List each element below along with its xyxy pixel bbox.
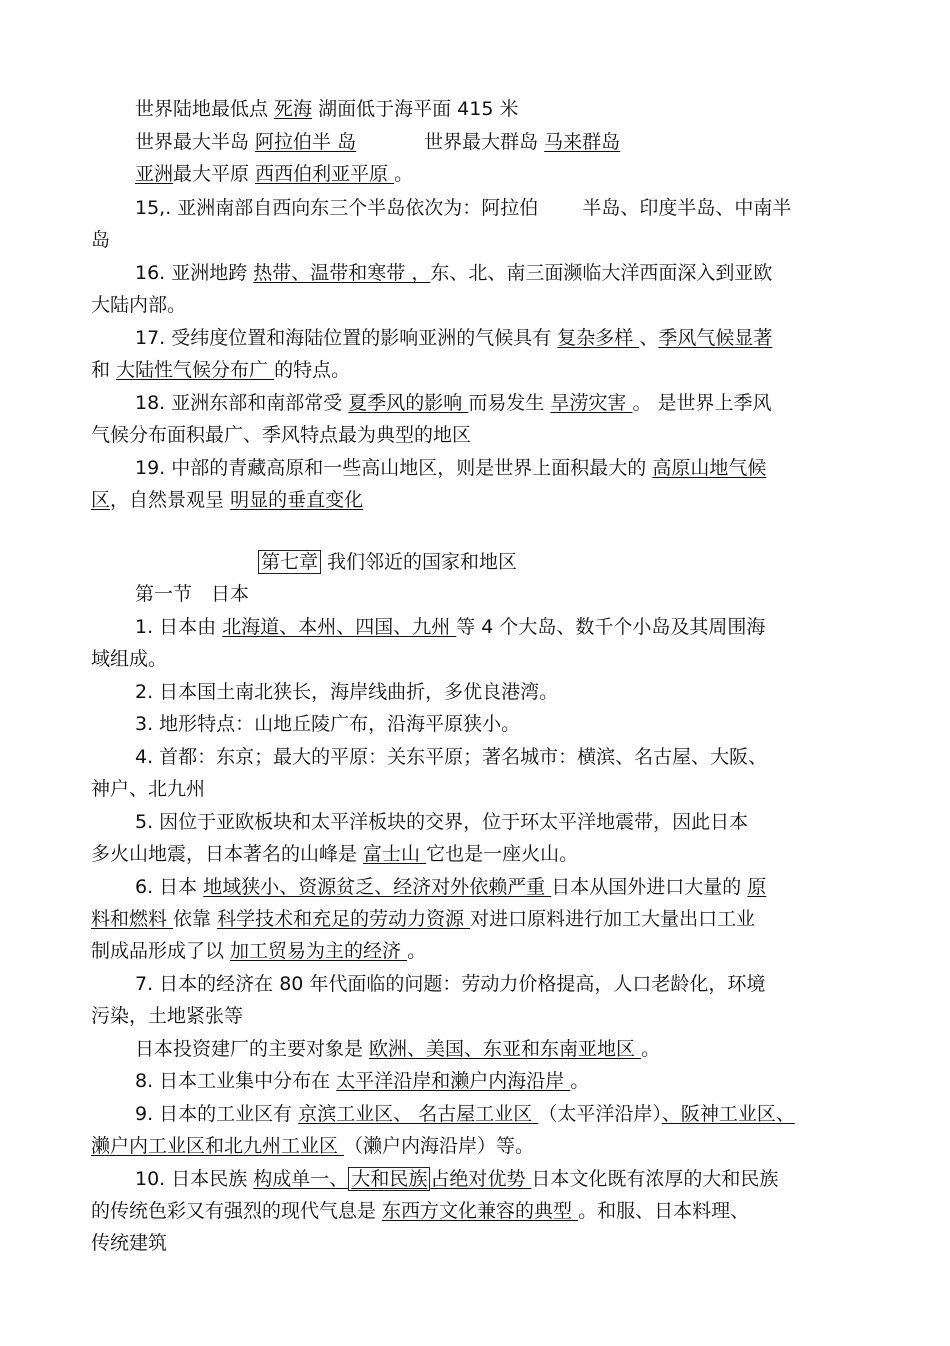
answer-setouchi-kitakyushu: 濑户内工业区和北九州工业区 bbox=[91, 1135, 345, 1157]
line-item-16-cont: 大陆内部。 bbox=[91, 294, 187, 316]
text-asia: 亚洲 bbox=[135, 163, 174, 185]
text: 16. 亚洲地跨 bbox=[135, 262, 254, 284]
answer-mount-fuji: 富士山 bbox=[363, 843, 427, 865]
text: 。和服、日本料理、 bbox=[578, 1200, 750, 1222]
answer-highland-climate: 高原山地气候 bbox=[652, 457, 767, 479]
chapter-number-box: 第七章 bbox=[258, 550, 321, 574]
line-japan-9-cont bbox=[91, 1134, 871, 1158]
line-item-19-cont bbox=[91, 488, 871, 512]
line-item-17 bbox=[135, 326, 915, 350]
text: 世界最大群岛 bbox=[424, 131, 545, 153]
text: ，自然景观呈 bbox=[110, 489, 231, 511]
text: 而易发生 bbox=[468, 392, 551, 414]
line-japan-5-cont bbox=[91, 842, 871, 866]
text: 。 是世界上季风 bbox=[632, 392, 772, 414]
text: 415 米 bbox=[457, 98, 519, 120]
line-item-18 bbox=[135, 391, 915, 415]
answer-keihin-nagoya: 京滨工业区、 名古屋工业区 bbox=[298, 1103, 539, 1125]
line-japan-7-invest bbox=[135, 1037, 915, 1061]
chapter-heading bbox=[258, 550, 950, 574]
answer-hanshin: 、阪神工业区、 bbox=[661, 1103, 795, 1125]
text: 8. 日本工业集中分布在 bbox=[135, 1070, 337, 1092]
line-japan-10-cont bbox=[91, 1199, 871, 1223]
line-item-18-cont: 气候分布面积最广、季风特点最为典型的地区 bbox=[91, 424, 472, 446]
line-item-15: 15,. 亚洲南部自西向东三个半岛依次为：阿拉伯 半岛、印度半岛、中南半 bbox=[135, 197, 792, 219]
answer-absolute-majority: 占绝对优势 bbox=[430, 1168, 532, 1190]
text: 制成品形成了以 bbox=[91, 940, 231, 962]
answer-raw-materials: 原 bbox=[747, 876, 767, 898]
text: 东、北、南三面濒临大洋西面深入到亚欧 bbox=[430, 262, 773, 284]
text: 日本从国外进口大量的 bbox=[551, 876, 748, 898]
answer-summer-monsoon: 夏季风的影响 bbox=[348, 392, 469, 414]
text: 最大平原 bbox=[173, 163, 256, 185]
answer-processing-trade: 加工贸易为主的经济 bbox=[230, 940, 408, 962]
line-item-17-cont bbox=[91, 358, 871, 382]
text: 1. 日本由 bbox=[135, 616, 223, 638]
line-item-19 bbox=[135, 456, 915, 480]
answer-arabian-peninsula: 阿拉伯半 岛 bbox=[255, 131, 357, 153]
text: 世界最大半岛 bbox=[135, 131, 256, 153]
line-largest-peninsula bbox=[135, 130, 915, 154]
line-japan-7-cont: 污染，土地紧张等 bbox=[91, 1005, 244, 1027]
line-japan-1 bbox=[135, 615, 915, 639]
line-japan-10-cont2: 传统建筑 bbox=[91, 1232, 168, 1254]
line-japan-5: 5. 因位于亚欧板块和太平洋板块的交界，位于环太平洋地震带，因此日本 bbox=[135, 811, 749, 833]
line-lowest-point bbox=[135, 97, 915, 121]
text: 和 bbox=[91, 359, 117, 381]
text: 。 bbox=[641, 1038, 661, 1060]
text: 世界陆地最低点 bbox=[135, 98, 275, 120]
line-japan-3: 3. 地形特点：山地丘陵广布，沿海平原狭小。 bbox=[135, 713, 521, 735]
answer-west-siberian-plain: 西西伯利亚平原 bbox=[255, 163, 395, 185]
answer-highland-climate-end: 区 bbox=[91, 489, 111, 511]
line-japan-6-cont bbox=[91, 907, 871, 931]
line-japan-8 bbox=[135, 1069, 915, 1093]
answer-industry-location: 太平洋沿岸和濑户内海沿岸 bbox=[336, 1070, 571, 1092]
text: 6. 日本 bbox=[135, 876, 204, 898]
answer-single-ethnic: 构成单一、 bbox=[253, 1168, 349, 1190]
text: 的特点。 bbox=[274, 359, 351, 381]
text: 19. 中部的青藏高原和一些高山地区，则是世界上面积最大的 bbox=[135, 457, 653, 479]
line-japan-7: 7. 日本的经济在 80 年代面临的问题：劳动力价格提高，人口老龄化，环境 bbox=[135, 973, 766, 995]
line-japan-1-cont: 域组成。 bbox=[91, 648, 168, 670]
answer-vertical-variation: 明显的垂直变化 bbox=[230, 489, 364, 511]
text: 9. 日本的工业区有 bbox=[135, 1103, 299, 1125]
line-japan-4: 4. 首都：东京；最大的平原：关东平原；著名城市：横滨、名古屋、大阪、 bbox=[135, 746, 768, 768]
answer-drought-flood: 旱涝灾害 bbox=[550, 392, 633, 414]
text: （太平洋沿岸） bbox=[538, 1103, 662, 1125]
text: 湖面低于海平面 bbox=[312, 98, 458, 120]
line-japan-10 bbox=[135, 1167, 915, 1191]
line-japan-9 bbox=[135, 1102, 915, 1126]
answer-continental-climate: 大陆性气候分布广 bbox=[116, 359, 275, 381]
answer-east-west-culture: 东西方文化兼容的典型 bbox=[382, 1200, 579, 1222]
text: 。 bbox=[570, 1070, 590, 1092]
line-largest-plain bbox=[135, 162, 915, 186]
answer-malay-archipelago: 马来群岛 bbox=[544, 131, 621, 153]
text: 等 4 个大岛、数千个小岛及其周围海 bbox=[456, 616, 766, 638]
line-japan-6 bbox=[135, 875, 915, 899]
line-item-15-cont: 岛 bbox=[91, 229, 111, 251]
line-japan-6-cont2 bbox=[91, 939, 871, 963]
text: 它也是一座火山。 bbox=[426, 843, 579, 865]
answer-dead-sea: 死海 bbox=[274, 98, 313, 120]
text: 依靠 bbox=[173, 908, 218, 930]
text: 10. 日本民族 bbox=[135, 1168, 254, 1190]
line-japan-2: 2. 日本国土南北狭长，海岸线曲折，多优良港湾。 bbox=[135, 681, 559, 703]
text: 。 bbox=[394, 163, 414, 185]
text: 日本投资建厂的主要对象是 bbox=[135, 1038, 370, 1060]
text: 18. 亚洲东部和南部常受 bbox=[135, 392, 349, 414]
answer-yamato-boxed: 大和民族 bbox=[348, 1167, 430, 1191]
answer-climate-zones: 热带、温带和寒带 ， bbox=[253, 262, 431, 284]
answer-monsoon-climate: 季风气候显著 bbox=[658, 327, 773, 349]
line-item-16 bbox=[135, 261, 915, 285]
answer-complex-diverse: 复杂多样 bbox=[557, 327, 640, 349]
chapter-title: 我们邻近的国家和地区 bbox=[321, 551, 518, 573]
text: （濑户内海沿岸）等。 bbox=[344, 1135, 535, 1157]
text: 、 bbox=[639, 327, 659, 349]
answer-raw-materials-end: 料和燃料 bbox=[91, 908, 174, 930]
text: 多火山地震，日本著名的山峰是 bbox=[91, 843, 364, 865]
answer-technology-labor: 科学技术和充足的劳动力资源 bbox=[217, 908, 471, 930]
answer-four-islands: 北海道、本州、四国、九州 bbox=[222, 616, 457, 638]
section-title: 第一节 日本 bbox=[135, 583, 250, 605]
answer-resource-poor: 地域狭小、资源贫乏、经济对外依赖严重 bbox=[203, 876, 552, 898]
text: 。 bbox=[407, 940, 427, 962]
line-japan-4-cont: 神户、北九州 bbox=[91, 778, 206, 800]
text: 17. 受纬度位置和海陆位置的影响亚洲的气候具有 bbox=[135, 327, 558, 349]
answer-investment-targets: 欧洲、美国、东亚和东南亚地区 bbox=[369, 1038, 642, 1060]
text: 日本文化既有浓厚的大和民族 bbox=[531, 1168, 779, 1190]
text: 对进口原料进行加工大量出口工业 bbox=[470, 908, 756, 930]
text: 的传统色彩又有强烈的现代气息是 bbox=[91, 1200, 383, 1222]
